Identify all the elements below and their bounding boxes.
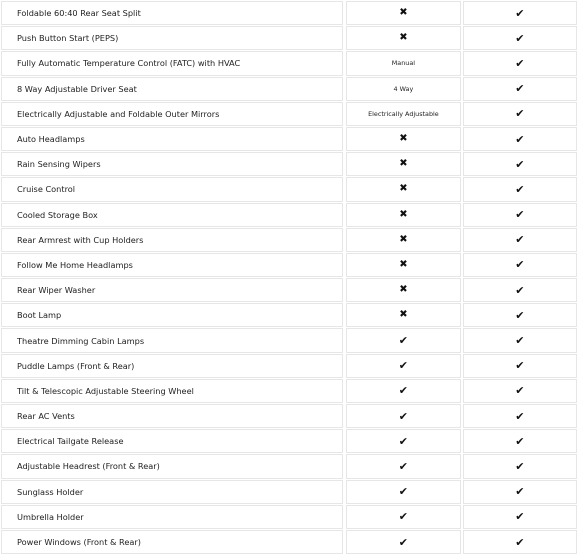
variant-1-cell [346,505,460,529]
feature-name-cell: Foldable 60:40 Rear Seat Split [1,1,343,25]
table-row [0,429,578,454]
variant-2-cell [463,253,577,277]
check-icon: ✔ [515,535,525,549]
check-icon: ✔ [515,6,525,20]
variant-2-cell [463,429,577,453]
cross-icon: ✖ [399,7,408,19]
variant-1-cell [346,454,460,478]
cross-icon: ✖ [399,208,408,220]
check-icon: ✔ [515,334,525,348]
variant-2-cell [463,77,577,101]
variant-1-cell [346,152,460,176]
table-row [0,530,578,555]
feature-name-cell: Fully Automatic Temperature Control (FATC) with HVAC [1,51,343,75]
feature-name-cell: Follow Me Home Headlamps [1,253,343,277]
variant-1-cell [346,26,460,50]
variant-1-cell [346,51,460,75]
table-row [0,379,578,404]
variant-2-cell [463,505,577,529]
check-icon: ✔ [515,208,525,222]
variant-2-cell [463,379,577,403]
check-icon: ✔ [515,283,525,297]
value-text: 4 Way [393,84,414,93]
cross-icon: ✖ [399,133,408,145]
check-icon: ✔ [515,82,525,96]
feature-name-cell: Push Button Start (PEPS) [1,26,343,50]
check-icon: ✔ [398,510,409,524]
feature-name-cell: Puddle Lamps (Front & Rear) [1,354,343,378]
feature-name-cell: Cruise Control [1,177,343,201]
check-icon: ✔ [515,31,525,45]
table-row [0,51,578,76]
variant-1-cell [346,429,460,453]
check-icon: ✔ [398,384,409,398]
variant-2-cell [463,454,577,478]
cross-icon: ✖ [399,32,408,44]
feature-name-cell: Rear Armrest with Cup Holders [1,228,343,252]
table-row [0,152,578,177]
table-row [0,177,578,202]
table-row [0,303,578,328]
feature-name-cell: Umbrella Holder [1,505,343,529]
feature-name-cell: Auto Headlamps [1,127,343,151]
variant-2-cell [463,404,577,428]
variant-2-cell [463,152,577,176]
cross-icon: ✖ [399,158,408,170]
variant-1-cell [346,77,460,101]
cross-icon: ✖ [399,284,408,296]
check-icon: ✔ [398,459,409,473]
check-icon: ✔ [515,107,525,121]
variant-1-cell [346,328,460,352]
variant-1-cell [346,303,460,327]
cross-icon: ✖ [399,309,408,321]
check-icon: ✔ [515,459,525,473]
feature-name-cell: Adjustable Headrest (Front & Rear) [1,454,343,478]
variant-2-cell [463,530,577,554]
variant-2-cell [463,303,577,327]
table-row [0,1,578,26]
variant-2-cell [463,354,577,378]
cross-icon: ✖ [399,233,408,245]
variant-1-cell [346,278,460,302]
variant-2-cell [463,177,577,201]
check-icon: ✔ [515,359,525,373]
variant-1-cell [346,177,460,201]
variant-1-cell [346,102,460,126]
table-row [0,454,578,479]
table-row [0,253,578,278]
check-icon: ✔ [515,157,525,171]
check-icon: ✔ [515,182,525,196]
check-icon: ✔ [515,485,525,499]
cross-icon: ✖ [399,258,408,270]
variant-1-cell [346,480,460,504]
table-row [0,102,578,127]
variant-1-cell [346,379,460,403]
table-row [0,228,578,253]
variant-2-cell [463,203,577,227]
feature-name-cell: Theatre Dimming Cabin Lamps [1,328,343,352]
variant-1-cell [346,253,460,277]
variant-2-cell [463,480,577,504]
feature-name-cell: Rain Sensing Wipers [1,152,343,176]
value-text: Manual [391,59,416,68]
variant-2-cell [463,127,577,151]
feature-name-cell: Sunglass Holder [1,480,343,504]
table-row [0,203,578,228]
table-row [0,26,578,51]
table-row [0,77,578,102]
check-icon: ✔ [515,308,525,322]
cross-icon: ✖ [399,183,408,195]
variant-2-cell [463,328,577,352]
check-icon: ✔ [398,359,409,373]
feature-name-cell: Electrically Adjustable and Foldable Outer Mirrors [1,102,343,126]
variant-1-cell [346,228,460,252]
check-icon: ✔ [515,56,525,70]
variant-2-cell [463,228,577,252]
check-icon: ✔ [398,535,409,549]
check-icon: ✔ [515,258,525,272]
feature-name-cell: Rear Wiper Washer [1,278,343,302]
table-row [0,404,578,429]
feature-name-cell: Boot Lamp [1,303,343,327]
feature-name-cell: Rear AC Vents [1,404,343,428]
check-icon: ✔ [398,334,409,348]
table-row [0,278,578,303]
variant-2-cell [463,1,577,25]
check-icon: ✔ [515,233,525,247]
check-icon: ✔ [515,510,525,524]
variant-2-cell [463,26,577,50]
check-icon: ✔ [398,434,409,448]
variant-1-cell [346,1,460,25]
variant-2-cell [463,51,577,75]
feature-name-cell: Cooled Storage Box [1,203,343,227]
variant-2-cell [463,278,577,302]
check-icon: ✔ [515,132,525,146]
variant-1-cell [346,203,460,227]
variant-1-cell [346,404,460,428]
check-icon: ✔ [515,409,525,423]
feature-name-cell: Tilt & Telescopic Adjustable Steering Wheel [1,379,343,403]
feature-name-cell: Electrical Tailgate Release [1,429,343,453]
feature-name-cell: 8 Way Adjustable Driver Seat [1,77,343,101]
table-row [0,480,578,505]
variant-1-cell [346,530,460,554]
check-icon: ✔ [515,434,525,448]
check-icon: ✔ [398,485,409,499]
table-row [0,328,578,353]
value-text: Electrically Adjustable [368,109,439,118]
variant-1-cell [346,354,460,378]
variant-1-cell [346,127,460,151]
table-row [0,505,578,530]
table-row [0,354,578,379]
variant-2-cell [463,102,577,126]
check-icon: ✔ [398,409,409,423]
table-row [0,127,578,152]
feature-name-cell: Power Windows (Front & Rear) [1,530,343,554]
check-icon: ✔ [515,384,525,398]
